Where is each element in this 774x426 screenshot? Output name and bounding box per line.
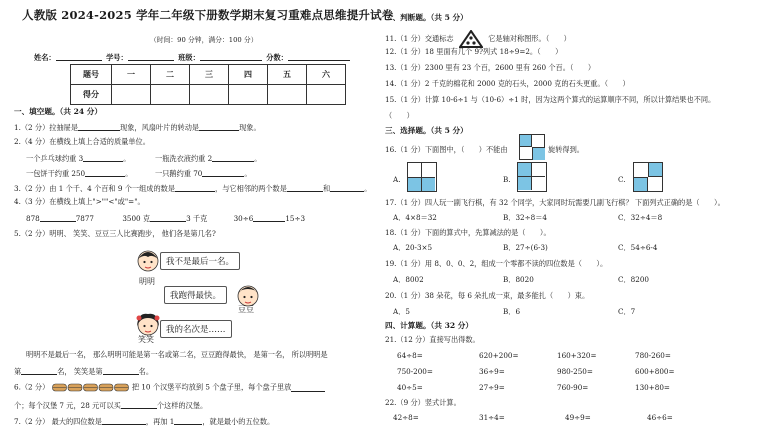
answer-blank[interactable] (253, 213, 285, 222)
question-19: 19.（1 分）用 8、0、0、2，组成一个零都不读的四位数是（ ）。 (385, 259, 608, 268)
q5-explanation-line-2 (14, 366, 153, 375)
q6-text: 个；每个汉堡 7 元，28 元可以买 (14, 400, 121, 410)
score-table-cell: 二 (151, 65, 190, 85)
score-blank[interactable] (288, 52, 350, 61)
oral-calc-item[interactable]: 980-250= (557, 367, 593, 376)
answer-blank[interactable] (212, 153, 254, 162)
q2-item-end: 。 (123, 153, 131, 163)
question-12: 12.（1 分）18 里面有几个 9?列式 18÷9=2。（ ） (385, 47, 563, 56)
q3-text: ，与它相邻的两个数是 (215, 183, 287, 193)
q1-text: 1.（2 分）拉抽屉是 (14, 122, 79, 132)
q4-term: 15÷3 (285, 213, 306, 223)
answer-blank[interactable] (78, 122, 120, 131)
score-table-cell: 题号 (71, 65, 112, 85)
question-3 (14, 183, 371, 192)
oral-calc-item[interactable]: 160+320= (557, 351, 597, 360)
student-info-row (34, 52, 350, 61)
score-input-cell[interactable] (307, 85, 346, 105)
q7-text: ，就是最小的五位数。 (202, 416, 275, 426)
answer-blank[interactable] (103, 366, 139, 375)
vertical-calc-item[interactable]: 49÷9= (565, 413, 591, 422)
q2-item (155, 153, 261, 162)
answer-blank[interactable] (150, 213, 186, 222)
exam-title: 人教版 2024-2025 学年二年级下册数学期末复习重难点思维提升试卷 (22, 8, 394, 22)
question-16 (385, 146, 508, 153)
q16-option-c-label[interactable]: C. (618, 175, 626, 184)
q18-option-a[interactable]: A．20-3×5 (393, 243, 433, 252)
question-22: 22.（9 分）竖式计算。 (385, 398, 461, 407)
hamburger-icon (52, 383, 130, 392)
q2-item-end: 。 (125, 168, 133, 178)
name-label: 姓名： (34, 52, 56, 62)
oral-calc-item[interactable]: 600+800= (635, 367, 675, 376)
score-table-cell: 四 (229, 65, 268, 85)
question-2: 2.（4 分）在横线上填上合适的质量单位。 (14, 137, 150, 146)
answer-blank[interactable] (174, 416, 202, 425)
q16-option-a-label[interactable]: A. (393, 175, 401, 184)
score-table-cell: 五 (268, 65, 307, 85)
figure-cell (422, 177, 435, 191)
q16-option-a-figure[interactable] (407, 162, 437, 192)
score-table-cell: 得分 (71, 85, 112, 105)
id-blank[interactable] (128, 52, 174, 61)
score-input-cell[interactable] (268, 85, 307, 105)
q2-item-end: 。 (244, 168, 252, 178)
question-6-line-2 (14, 400, 207, 409)
oral-calc-item[interactable]: 27÷9= (479, 383, 505, 392)
question-6 (14, 383, 325, 392)
xiaoxiao-name: 笑笑 (138, 335, 154, 344)
answer-blank[interactable] (175, 183, 215, 192)
q20-option-a[interactable]: A．5 (393, 307, 410, 316)
question-15-answer[interactable]: （ ） (385, 111, 414, 120)
figure-cell (648, 163, 662, 177)
q4-term: 30÷6 (233, 213, 254, 223)
q20-option-b[interactable]: B．6 (503, 307, 521, 316)
exam-subtitle: （时间：90 分钟，满分：100 分） (150, 36, 258, 44)
figure-cell (520, 135, 532, 147)
question-13: 13.（1 分）2300 里有 23 个百，2600 里有 260 个百。（ ） (385, 63, 596, 72)
answer-blank[interactable] (202, 168, 244, 177)
q4-term: 878 (26, 213, 40, 223)
q16-option-b-label[interactable]: B. (503, 175, 511, 184)
mingming-avatar (136, 249, 160, 275)
q17-option-c[interactable]: C．32÷4＝8 (618, 213, 663, 222)
answer-blank[interactable] (85, 168, 125, 177)
oral-calc-item[interactable]: 750-200= (397, 367, 433, 376)
oral-calc-item[interactable]: 620+200= (479, 351, 519, 360)
answer-blank[interactable] (21, 366, 57, 375)
q5-text: 名， 笑笑是第 (57, 366, 103, 376)
score-input-cell[interactable] (151, 85, 190, 105)
question-4: 4.（3 分）在横线上填上">""<"或"="。 (14, 197, 145, 206)
q17-option-a[interactable]: A．4×8＝32 (393, 213, 437, 222)
vertical-calc-item[interactable]: 46÷6= (647, 413, 673, 422)
question-5: 5.（2 分）明明、 笑笑、豆豆三人比赛跑步， 他们各是第几名? (14, 229, 216, 238)
section-4-header: 四、计算题。（共 32 分） (385, 321, 473, 330)
question-21: 21.（12 分）直接写出得数。 (385, 335, 480, 344)
score-input-cell[interactable] (112, 85, 151, 105)
q3-text: 3.（2 分）由 1 个千、4 个百和 9 个一组成的数是 (14, 183, 176, 193)
question-18: 18.（1 分）下面的算式中，先算减法的是（ ）。 (385, 228, 551, 237)
section-1-header: 一、填空题。（共 24 分） (14, 107, 102, 116)
vertical-calc-item[interactable]: 31÷4= (479, 413, 505, 422)
q6-text: 6.（2 分） (14, 382, 50, 392)
q11-text: 11.（1 分）交通标志 (385, 34, 454, 43)
mingming-name: 明明 (139, 277, 155, 286)
class-label: 班级： (178, 52, 200, 62)
class-blank[interactable] (200, 52, 262, 61)
score-table (70, 64, 346, 105)
traffic-sign-icon (459, 30, 483, 48)
q2-item-end: 。 (254, 153, 262, 163)
answer-blank[interactable] (40, 213, 76, 222)
figure-cell (518, 163, 532, 177)
id-label: 学号： (106, 52, 128, 62)
q2-item (26, 153, 130, 162)
q5-text: 第 (14, 366, 22, 376)
q7-text: ，再加 1 (145, 416, 175, 426)
q2-item-text: 一个乒乓球约重 3 (26, 153, 84, 163)
name-blank[interactable] (56, 52, 102, 61)
q4-term: 3 千克 (186, 213, 208, 223)
answer-blank[interactable] (291, 383, 325, 392)
oral-calc-item[interactable]: 780-260= (635, 351, 671, 360)
q19-option-a[interactable]: A．8002 (393, 275, 424, 284)
answer-blank[interactable] (102, 416, 146, 425)
score-table-cell: 一 (112, 65, 151, 85)
section-3-header: 三、选择题。（共 5 分） (385, 126, 468, 135)
q19-option-c[interactable]: C．8200 (618, 275, 649, 284)
figure-divider (421, 163, 422, 177)
oral-calc-item[interactable]: 64÷8= (397, 351, 423, 360)
q3-text: 和 (322, 183, 331, 193)
oral-calc-item[interactable]: 36÷9= (479, 367, 505, 376)
answer-blank[interactable] (330, 183, 364, 192)
q16-option-b-figure[interactable] (517, 162, 547, 192)
q16-text-end: 旋转得到。 (548, 145, 584, 154)
section-2-header: 二、判断题。（共 5 分） (385, 13, 468, 22)
q2-item-text: 一瓶洗衣液约重 2 (155, 153, 213, 163)
answer-blank[interactable] (83, 153, 123, 162)
score-table-cell: 三 (190, 65, 229, 85)
oral-calc-item[interactable]: 760-90= (557, 383, 589, 392)
oral-calc-item[interactable]: 40÷5= (397, 383, 423, 392)
q6-text: 个这样的汉堡。 (156, 400, 208, 410)
answer-blank[interactable] (287, 183, 323, 192)
question-1 (14, 122, 261, 131)
figure-cell (518, 177, 532, 190)
q1-text: 现象，风扇叶片的转动是 (120, 122, 200, 132)
q4-compare-row (26, 213, 305, 222)
question-15: 15.（1 分）计算 10-6÷1 与（10-6）÷1 时，因为这两个算式的运算顺序不同，所以计算结果也不同。 (385, 95, 716, 104)
question-14: 14.（1 分）2 千克的棉花和 2000 克的石头，2000 克的石头更重。（ ） (385, 79, 630, 88)
q7-text: 7.（2 分） 最大的四位数是 (14, 416, 102, 426)
figure-cell (634, 177, 648, 191)
question-17: 17.（1 分）四人玩一副飞行棋，有 32 个同学，大家同时玩需要几副飞行棋？ 下面列式正确的是（ ）。 (385, 198, 725, 207)
score-input-cell[interactable] (229, 85, 268, 105)
vertical-calc-item[interactable]: 42÷8= (393, 413, 419, 422)
q20-option-c[interactable]: C．7 (618, 307, 636, 316)
q18-option-c[interactable]: C．54÷6-4 (618, 243, 658, 252)
q4-term: 7877 (75, 213, 95, 223)
q5-explanation-line-1: 明明不是最后一名， 那么明明可能是第一名或第二名，豆豆跑得最快， 是第一名， 所以明明是 (26, 350, 328, 359)
q16-reference-figure (519, 134, 545, 160)
q2-item-text: 一包饼干约重 250 (26, 168, 86, 178)
q5-text: 名。 (138, 366, 154, 376)
answer-blank[interactable] (121, 400, 157, 409)
q2-item (155, 168, 252, 177)
question-20: 20.（1 分）38 朵花，每 6 朵扎成一束，最多能扎（ ）束。 (385, 291, 590, 300)
question-11 (385, 30, 571, 48)
q11-text: 它是轴对称图形。（ ） (488, 34, 571, 43)
figure-divider (532, 176, 545, 177)
oral-calc-item[interactable]: 130+80= (635, 383, 670, 392)
q16-text: 16.（1 分）下面图中，（ ）不能由 (385, 145, 508, 154)
q16-option-c-figure[interactable] (633, 162, 663, 192)
speech-bubble: 我不是最后一名。 (160, 252, 240, 270)
figure-cell (408, 177, 422, 191)
q18-option-b[interactable]: B．27÷(6-3) (503, 243, 548, 252)
question-7 (14, 416, 274, 425)
score-table-header-row (71, 65, 346, 85)
q2-item (26, 168, 132, 177)
doudou-name: 豆豆 (238, 305, 254, 314)
answer-blank[interactable] (199, 122, 239, 131)
q6-text: 把 10 个汉堡平均放到 5 个盘子里，每个盘子里放 (131, 382, 292, 392)
score-table-cell: 六 (307, 65, 346, 85)
q1-text: 现象。 (239, 122, 261, 132)
speech-bubble: 我跑得最快。 (164, 286, 227, 304)
score-input-cell[interactable] (190, 85, 229, 105)
figure-cell (532, 147, 545, 160)
q17-option-b[interactable]: B．32÷8＝4 (503, 213, 547, 222)
q19-option-b[interactable]: B．8020 (503, 275, 534, 284)
score-label: 分数： (266, 52, 288, 62)
q2-item-text: 一只鹅约重 70 (155, 168, 203, 178)
q4-term: 3500 克 (122, 213, 151, 223)
q3-text: 。 (364, 183, 372, 193)
score-table-score-row (71, 85, 346, 105)
speech-bubble: 我的名次是…… (160, 320, 232, 338)
